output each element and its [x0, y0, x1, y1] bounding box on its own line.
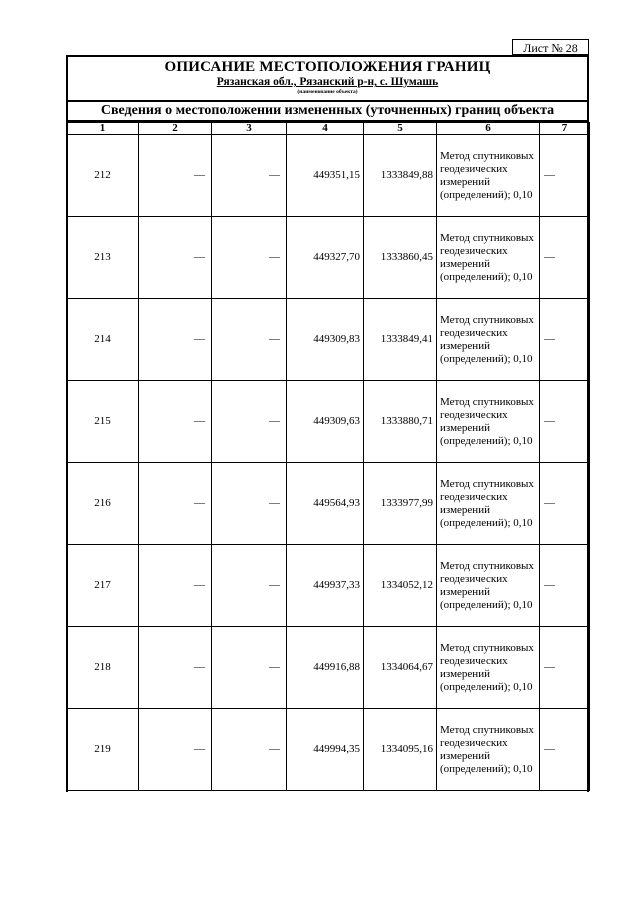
coordinate-y: 1334064,67: [364, 627, 437, 709]
table-row: [67, 217, 590, 299]
cell-col-3: —: [212, 545, 287, 627]
column-header: 4: [287, 123, 364, 135]
determination-method: Метод спутниковых геодезических измерений (определений); 0,10: [437, 463, 540, 545]
table-row: [67, 709, 590, 791]
cell-col-3: —: [212, 709, 287, 791]
cell-col-3: —: [212, 463, 287, 545]
coordinate-x: 449327,70: [287, 217, 364, 299]
coordinate-x: 449994,35: [287, 709, 364, 791]
cell-col-3: —: [212, 135, 287, 217]
cell-col-7: —: [540, 381, 590, 463]
coordinate-x: 449564,93: [287, 463, 364, 545]
cell-col-3: —: [212, 627, 287, 709]
determination-method: Метод спутниковых геодезических измерений (определений); 0,10: [437, 381, 540, 463]
point-number: 214: [67, 299, 139, 381]
cell-col-2: —: [139, 709, 212, 791]
cell-col-7: —: [540, 709, 590, 791]
document-header: [66, 55, 589, 102]
coordinate-y: 1333860,45: [364, 217, 437, 299]
column-header: 6: [437, 123, 540, 135]
cell-col-7: —: [540, 217, 590, 299]
cell-col-2: —: [139, 627, 212, 709]
cell-col-2: —: [139, 463, 212, 545]
determination-method: Метод спутниковых геодезических измерений (определений); 0,10: [437, 545, 540, 627]
document-title: ОПИСАНИЕ МЕСТОПОЛОЖЕНИЯ ГРАНИЦ: [164, 59, 491, 75]
point-number: 216: [67, 463, 139, 545]
column-header: 3: [212, 123, 287, 135]
cell-col-7: —: [540, 135, 590, 217]
determination-method: Метод спутниковых геодезических измерений (определений); 0,10: [437, 217, 540, 299]
determination-method: Метод спутниковых геодезических измерений (определений); 0,10: [437, 135, 540, 217]
point-number: 215: [67, 381, 139, 463]
cell-col-7: —: [540, 545, 590, 627]
coordinate-x: 449309,63: [287, 381, 364, 463]
coordinate-x: 449351,15: [287, 135, 364, 217]
cell-col-3: —: [212, 299, 287, 381]
column-header: 5: [364, 123, 437, 135]
determination-method: Метод спутниковых геодезических измерений (определений); 0,10: [437, 709, 540, 791]
coordinate-x: 449916,88: [287, 627, 364, 709]
section-title: Сведения о местоположении измененных (уточненных) границ объекта: [66, 102, 589, 122]
coordinate-x: 449309,83: [287, 299, 364, 381]
boundary-points-table: [66, 122, 590, 791]
cell-col-3: —: [212, 381, 287, 463]
column-header: 1: [67, 123, 139, 135]
table-row: [67, 545, 590, 627]
table-row: [67, 135, 590, 217]
cell-col-7: —: [540, 299, 590, 381]
point-number: 212: [67, 135, 139, 217]
point-number: 219: [67, 709, 139, 791]
table-row: [67, 463, 590, 545]
cell-col-2: —: [139, 381, 212, 463]
column-header: 2: [139, 123, 212, 135]
object-name-note: (наименование объекта): [297, 89, 358, 95]
coordinate-y: 1334095,16: [364, 709, 437, 791]
table-row: [67, 381, 590, 463]
cell-col-2: —: [139, 135, 212, 217]
determination-method: Метод спутниковых геодезических измерений (определений); 0,10: [437, 299, 540, 381]
coordinate-y: 1333977,99: [364, 463, 437, 545]
coordinate-y: 1333849,41: [364, 299, 437, 381]
cell-col-7: —: [540, 463, 590, 545]
point-number: 213: [67, 217, 139, 299]
cell-col-2: —: [139, 545, 212, 627]
cell-col-2: —: [139, 299, 212, 381]
coordinate-y: 1333880,71: [364, 381, 437, 463]
sheet-number: Лист № 28: [512, 39, 589, 55]
coordinate-y: 1333849,88: [364, 135, 437, 217]
point-number: 217: [67, 545, 139, 627]
coordinate-x: 449937,33: [287, 545, 364, 627]
cell-col-7: —: [540, 627, 590, 709]
table-border-right: [587, 122, 589, 792]
determination-method: Метод спутниковых геодезических измерений (определений); 0,10: [437, 627, 540, 709]
table-row: [67, 627, 590, 709]
column-header: 7: [540, 123, 590, 135]
table-row: [67, 299, 590, 381]
table-border-left: [66, 122, 68, 792]
cell-col-2: —: [139, 217, 212, 299]
coordinate-y: 1334052,12: [364, 545, 437, 627]
cell-col-3: —: [212, 217, 287, 299]
object-location: Рязанская обл., Рязанский р-н, с. Шумашь: [216, 76, 439, 88]
column-number-row: [67, 123, 590, 135]
point-number: 218: [67, 627, 139, 709]
